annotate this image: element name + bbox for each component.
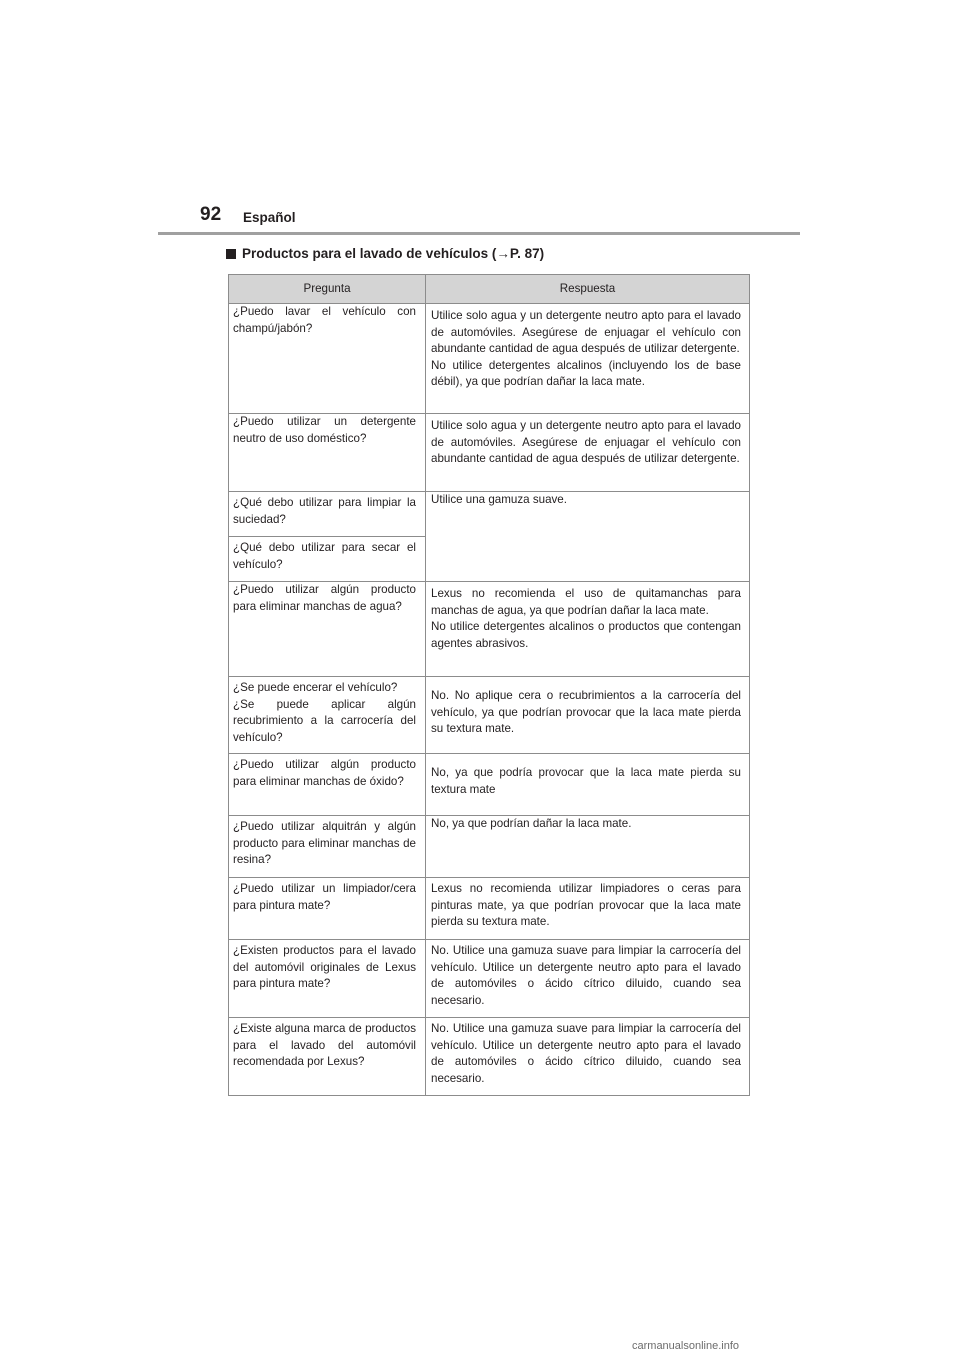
answer-cell: No, ya que podrían dañar la laca mate. xyxy=(431,817,632,830)
header-rule xyxy=(158,232,800,235)
question-cell: ¿Puedo utilizar algún producto para eliminar manchas de agua? xyxy=(233,583,416,613)
question-cell: ¿Se puede encerar el vehículo? ¿Se puede aplicar algún recubrimiento a la carrocería del vehículo? xyxy=(233,681,416,744)
question-cell: ¿Qué debo utilizar para limpiar la suciedad? xyxy=(233,496,416,526)
page-number: 92 xyxy=(200,204,222,225)
answer-cell: Utilice una gamuza suave. xyxy=(431,493,567,506)
answer-cell: No. Utilice una gamuza suave para limpiar la carrocería del vehículo. Utilice un detergente neutro apto para el lavado de automóviles o ácido cítrico diluido, cuando sea necesario. xyxy=(431,944,741,1007)
question-cell: ¿Existe alguna marca de productos para el lavado del automóvil recomendada por Lexus? xyxy=(233,1022,416,1068)
question-cell: ¿Puedo lavar el vehículo con champú/jabón? xyxy=(233,305,416,335)
column-header-answer: Respuesta xyxy=(426,275,750,304)
answer-cell: No. No aplique cera o recubrimientos a la carrocería del vehículo, ya que podrían provocar que la laca mate pierda su textura mate. xyxy=(431,689,741,735)
table-row xyxy=(229,677,750,754)
answer-cell: Lexus no recomienda utilizar limpiadores o ceras para pinturas mate, ya que podrían provocar que la laca mate pierda su textura mate. xyxy=(431,882,741,928)
table-row xyxy=(229,414,750,492)
question-cell: ¿Puedo utilizar alquitrán y algún producto para eliminar manchas de resina? xyxy=(233,820,416,866)
column-header-question: Pregunta xyxy=(229,275,426,304)
answer-cell: No, ya que podría provocar que la laca mate pierda su textura mate xyxy=(431,766,741,796)
question-cell: ¿Qué debo utilizar para secar el vehículo? xyxy=(233,541,416,571)
watermark: carmanualsonline.info xyxy=(632,1340,740,1352)
answer-cell: Lexus no recomienda el uso de quitamanchas para manchas de agua, ya que podrían dañar la laca mate. No utilice detergentes alcalinos o productos que contengan agentes abrasivos. xyxy=(431,587,741,650)
table-header-row xyxy=(229,275,750,304)
question-cell: ¿Puedo utilizar un detergente neutro de uso doméstico? xyxy=(233,415,416,445)
table-row xyxy=(229,940,750,1018)
table-row xyxy=(229,582,750,677)
answer-cell: Utilice solo agua y un detergente neutro apto para el lavado de automóviles. Asegúrese de enjuagar el vehículo con abundante cantidad de agua después de utilizar detergente. No utilice detergentes alcalinos (incluyendo los de base débil), ya que podrían dañar la laca mate. xyxy=(431,309,741,388)
question-cell: ¿Existen productos para el lavado del automóvil originales de Lexus para pintura mate? xyxy=(233,944,416,990)
table-row xyxy=(229,492,750,537)
answer-cell: No. Utilice una gamuza suave para limpiar la carrocería del vehículo. Utilice un detergente neutro apto para el lavado de automóviles o ácido cítrico diluido, cuando sea necesario. xyxy=(431,1022,741,1085)
table-row xyxy=(229,1018,750,1096)
square-bullet-icon xyxy=(226,249,236,259)
table-row xyxy=(229,304,750,414)
section-title: Español xyxy=(243,210,296,225)
table-row xyxy=(229,878,750,940)
answer-cell: Utilice solo agua y un detergente neutro apto para el lavado de automóviles. Asegúrese de enjuagar el vehículo con abundante cantidad de agua después de utilizar detergente. xyxy=(431,419,741,465)
table-row xyxy=(229,816,750,878)
qa-table xyxy=(228,274,750,1096)
table-row xyxy=(229,754,750,816)
subsection-title: Productos para el lavado de vehículos (→P. 87) xyxy=(242,246,545,261)
question-cell: ¿Puedo utilizar algún producto para eliminar manchas de óxido? xyxy=(233,758,416,788)
question-cell: ¿Puedo utilizar un limpiador/cera para pintura mate? xyxy=(233,882,416,912)
subsection-heading xyxy=(226,246,544,261)
